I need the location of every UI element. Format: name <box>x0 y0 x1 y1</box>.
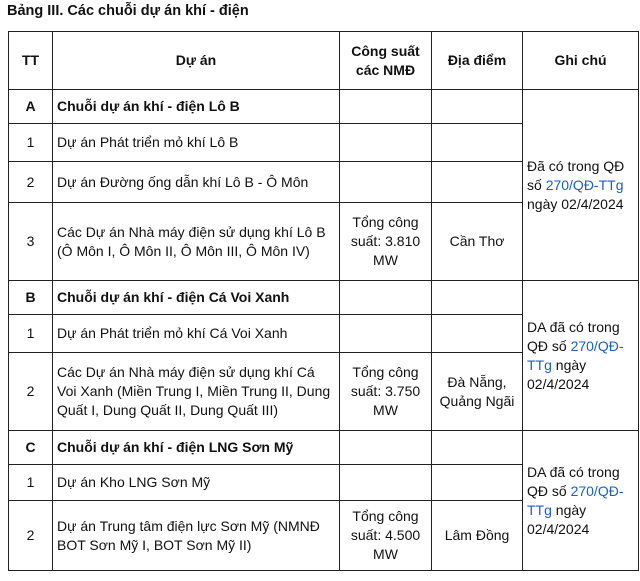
row-project: Dự án Kho LNG Sơn Mỹ <box>53 465 340 501</box>
row-project: Các Dự án Nhà máy điện sử dụng khí Lô B (Ô Môn I, Ô Môn II, Ô Môn III, Ô Môn IV) <box>53 203 340 281</box>
header-location: Địa điểm <box>432 32 523 90</box>
row-capacity <box>340 162 432 203</box>
section-name: Chuỗi dự án khí - điện LNG Sơn Mỹ <box>53 431 340 465</box>
section-name: Chuỗi dự án khí - điện Lô B <box>53 90 340 124</box>
row-location <box>432 162 523 203</box>
header-row <box>9 32 639 90</box>
section-note: DA đã có trong QĐ số 270/QĐ- TTg ngày 02/4/2024 <box>523 281 639 431</box>
section-note: Đã có trong QĐ số 270/QĐ-TTg ngày 02/4/2024 <box>523 90 639 281</box>
row-tt: 1 <box>9 124 53 162</box>
section-row <box>9 90 639 124</box>
section-id: B <box>9 281 53 315</box>
header-capacity: Công suất các NMĐ <box>340 32 432 90</box>
row-location <box>432 315 523 353</box>
row-project: Dự án Phát triển mỏ khí Lô B <box>53 124 340 162</box>
row-project: Dự án Trung tâm điện lực Sơn Mỹ (NMNĐ BOT Sơn Mỹ I, BOT Sơn Mỹ II) <box>53 501 340 571</box>
row-tt: 2 <box>9 501 53 571</box>
row-location: Cần Thơ <box>432 203 523 281</box>
row-tt: 2 <box>9 162 53 203</box>
row-tt: 1 <box>9 315 53 353</box>
table-title: Bảng III. Các chuỗi dự án khí - điện <box>7 3 249 19</box>
row-tt: 3 <box>9 203 53 281</box>
row-capacity <box>340 315 432 353</box>
row-location <box>432 465 523 501</box>
section-id: A <box>9 90 53 124</box>
section-note: DA đã có trong QĐ số 270/QĐ-TTg ngày 02/4/2024 <box>523 431 639 571</box>
row-location: Đà Nẵng, Quảng Ngãi <box>432 353 523 431</box>
row-capacity <box>340 124 432 162</box>
header-note: Ghi chú <box>523 32 639 90</box>
header-tt: TT <box>9 32 53 90</box>
row-capacity: Tổng công suất: 3.750 MW <box>340 353 432 431</box>
gas-power-projects-table <box>8 31 639 571</box>
decision-link[interactable]: 270/QĐ-TTg <box>545 176 624 193</box>
row-location <box>432 124 523 162</box>
section-name: Chuỗi dự án khí - điện Cá Voi Xanh <box>53 281 340 315</box>
row-tt: 1 <box>9 465 53 501</box>
section-row <box>9 431 639 465</box>
section-row <box>9 281 639 315</box>
row-project: Dự án Đường ống dẫn khí Lô B - Ô Môn <box>53 162 340 203</box>
decision-link[interactable]: 270/QĐ- TTg <box>527 337 624 373</box>
header-project: Dự án <box>53 32 340 90</box>
decision-link[interactable]: 270/QĐ-TTg <box>527 482 624 518</box>
section-id: C <box>9 431 53 465</box>
row-capacity: Tổng công suất: 4.500 MW <box>340 501 432 571</box>
row-project: Các Dự án Nhà máy điện sử dụng khí Cá Voi Xanh (Miền Trung I, Miền Trung II, Dung Quất I, Dung Quất II, Dung Quất III) <box>53 353 340 431</box>
row-location: Lâm Đồng <box>432 501 523 571</box>
row-capacity <box>340 465 432 501</box>
row-project: Dự án Phát triển mỏ khí Cá Voi Xanh <box>53 315 340 353</box>
row-tt: 2 <box>9 353 53 431</box>
row-capacity: Tổng công suất: 3.810 MW <box>340 203 432 281</box>
